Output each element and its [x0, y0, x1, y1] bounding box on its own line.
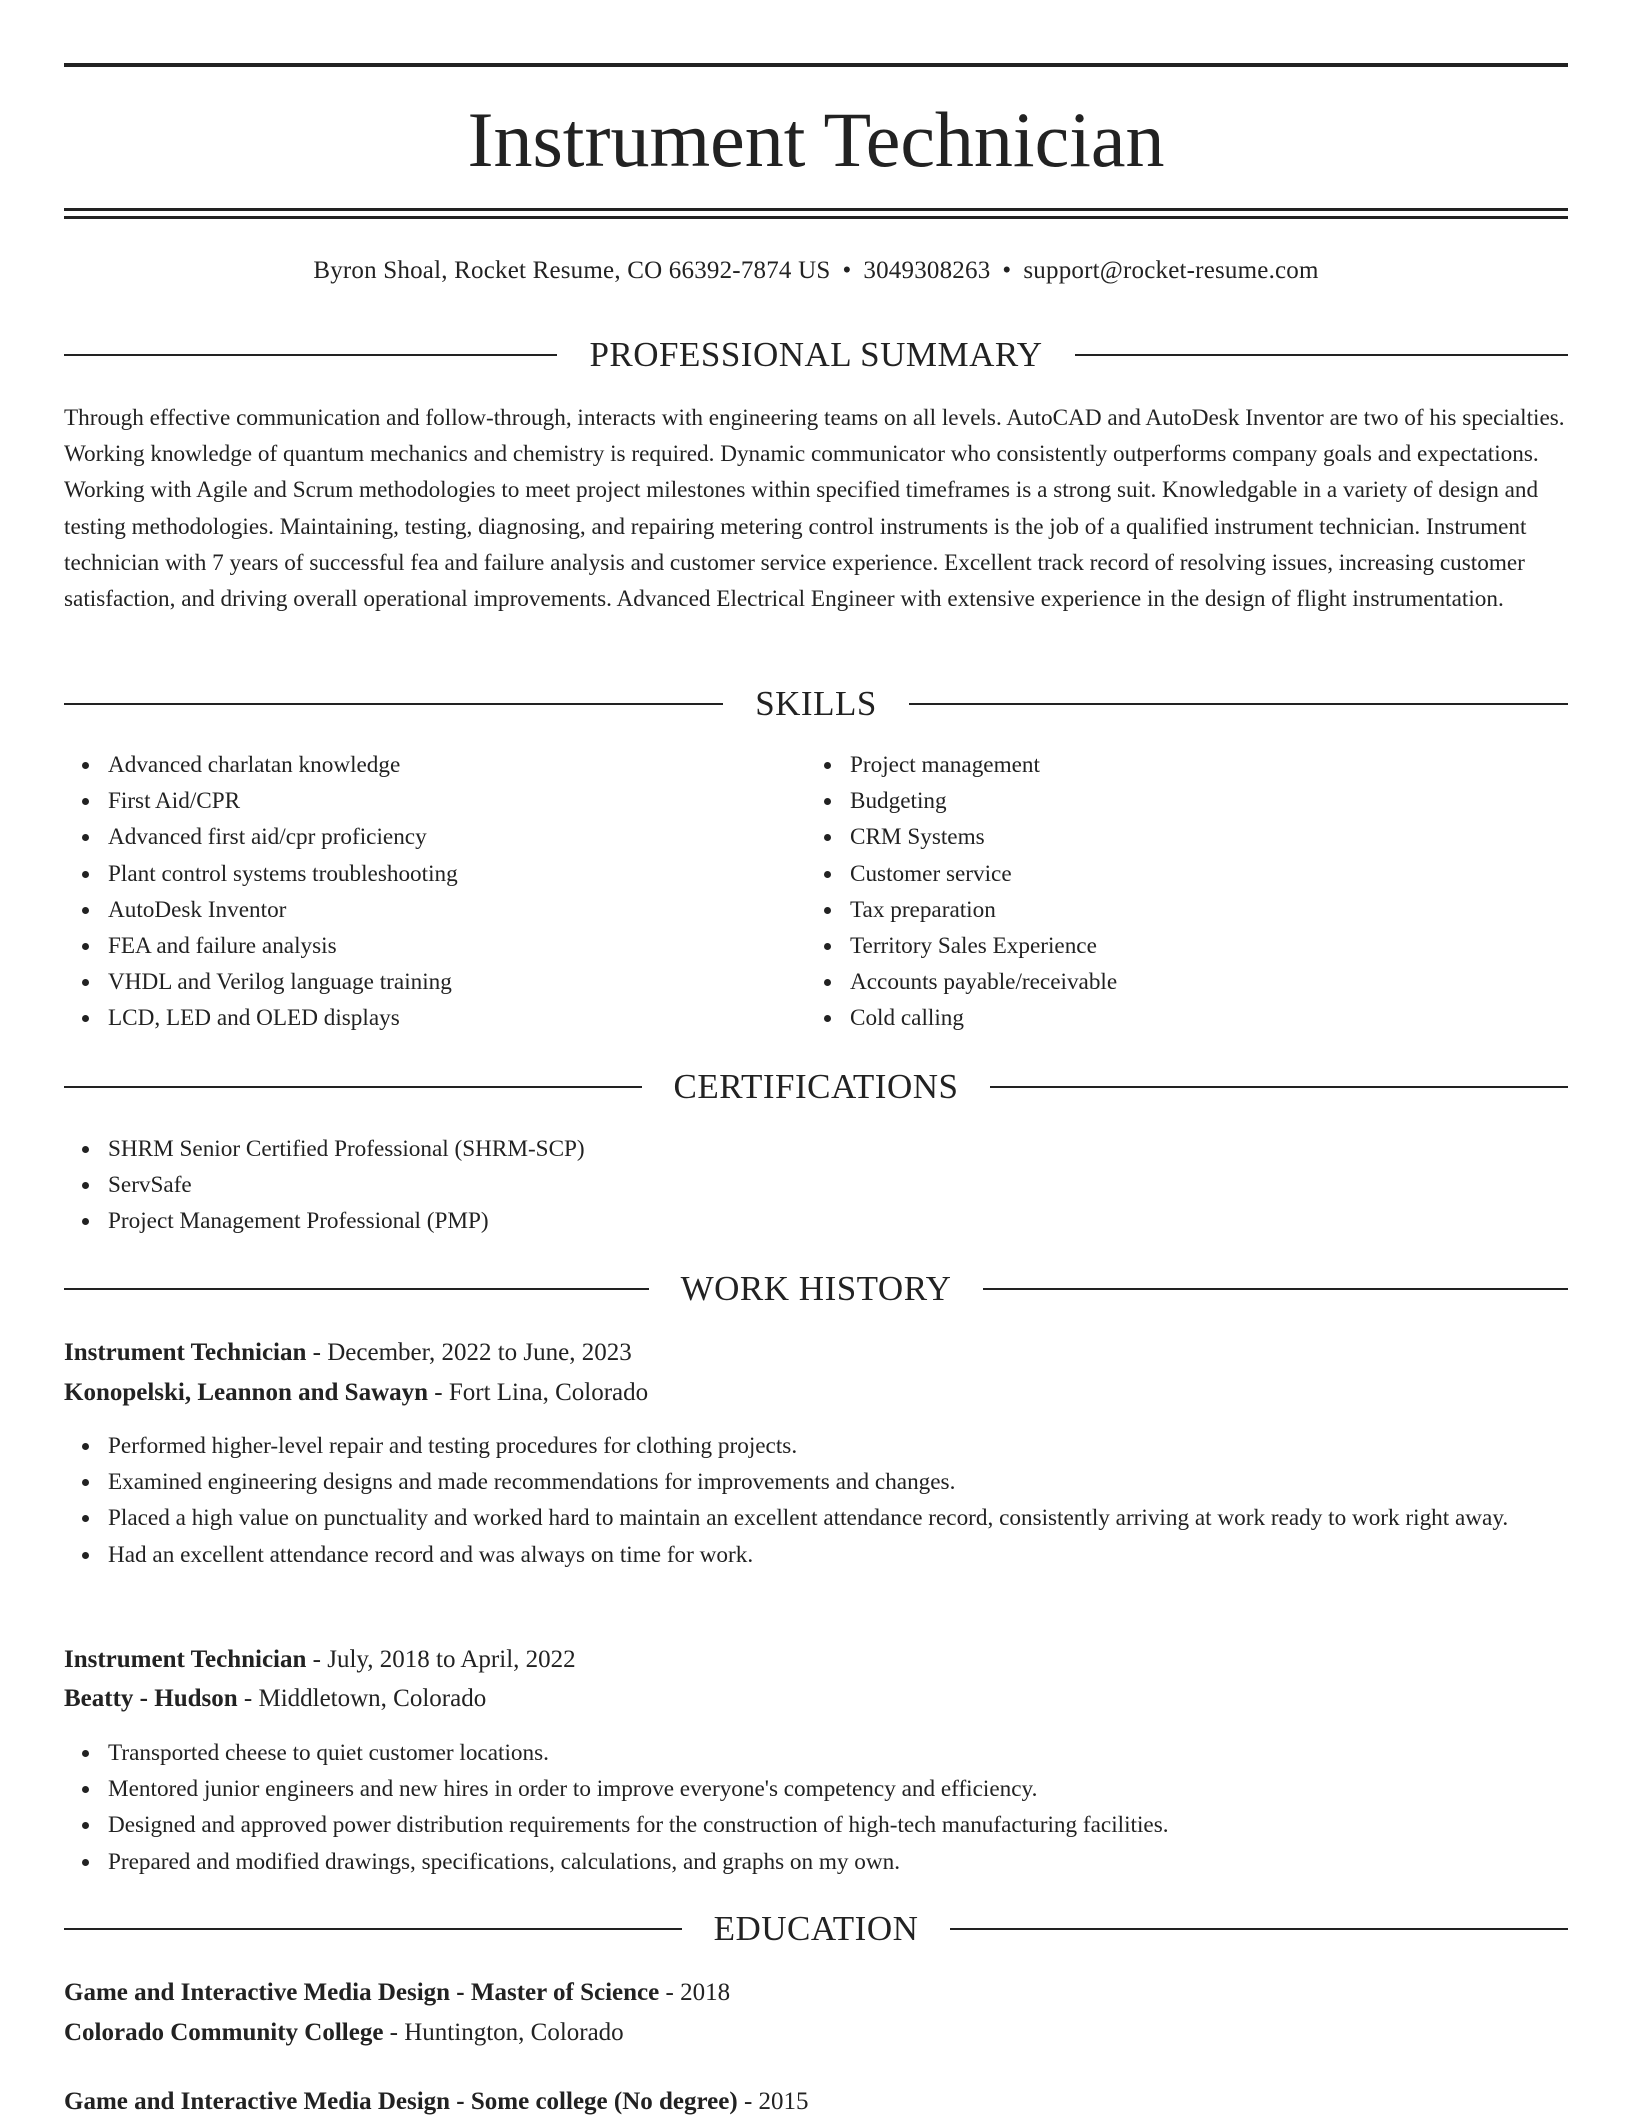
- divider-line: [909, 703, 1568, 705]
- summary-heading: [64, 335, 1568, 375]
- job-company-line: [64, 1375, 1568, 1411]
- list-item: Project management: [850, 747, 1570, 783]
- education-year: - 2018: [659, 1979, 731, 2006]
- list-item: Territory Sales Experience: [850, 928, 1570, 964]
- list-item: Mentored junior engineers and new hires in order to improve everyone's competency and efficiency.: [108, 1771, 1612, 1807]
- contact-separator: •: [842, 257, 852, 284]
- list-item: Plant control systems troubleshooting: [108, 856, 808, 892]
- job-title: Instrument Technician: [64, 1339, 307, 1366]
- education-school: Colorado Community College: [64, 2019, 384, 2046]
- divider-line: [983, 1288, 1568, 1290]
- job-title-line: [64, 1642, 1568, 1678]
- skills-heading: [64, 684, 1568, 724]
- divider-line: [64, 1086, 642, 1088]
- job-location: - Fort Lina, Colorado: [428, 1379, 649, 1406]
- job-company: Beatty - Hudson: [64, 1685, 238, 1712]
- list-item: VHDL and Verilog language training: [108, 964, 808, 1000]
- top-rule: [64, 63, 1568, 67]
- list-item: AutoDesk Inventor: [108, 892, 808, 928]
- list-item: Prepared and modified drawings, specifications, calculations, and graphs on my own.: [108, 1844, 1612, 1880]
- job-company-line: [64, 1681, 1568, 1717]
- list-item: Project Management Professional (PMP): [108, 1203, 1568, 1239]
- list-item: Customer service: [850, 856, 1570, 892]
- divider-line: [990, 1086, 1568, 1088]
- contact-email: support@rocket-resume.com: [1023, 257, 1319, 284]
- divider-line: [64, 1288, 649, 1290]
- job-location: - Middletown, Colorado: [237, 1685, 487, 1712]
- work-history-heading: [64, 1269, 1568, 1309]
- contact-separator: •: [1002, 257, 1012, 284]
- education-location: - Huntington, Colorado: [383, 2019, 624, 2046]
- list-item: FEA and failure analysis: [108, 928, 808, 964]
- resume-title: Instrument Technician: [467, 96, 1165, 183]
- list-item: ServSafe: [108, 1167, 1568, 1203]
- job-dates: - July, 2018 to April, 2022: [306, 1646, 576, 1673]
- title-rule-upper: [64, 208, 1568, 211]
- skills-list-left: [64, 747, 808, 1037]
- list-item: CRM Systems: [850, 819, 1570, 855]
- job-title: Instrument Technician: [64, 1646, 307, 1673]
- list-item: Placed a high value on punctuality and worked hard to maintain an excellent attendance record, consistently arriving at work ready to work right away.: [108, 1500, 1612, 1536]
- job-title-line: [64, 1335, 1568, 1371]
- education-degree: Game and Interactive Media Design - Master of Science: [64, 1979, 660, 2006]
- list-item: Examined engineering designs and made recommendations for improvements and changes.: [108, 1464, 1612, 1500]
- divider-line: [950, 1928, 1568, 1930]
- contact-line: [64, 254, 1568, 288]
- certifications-heading: [64, 1067, 1568, 1107]
- contact-phone: 3049308263: [863, 257, 991, 284]
- section-title: WORK HISTORY: [680, 1269, 952, 1308]
- section-title: EDUCATION: [713, 1909, 919, 1948]
- education-year: - 2015: [737, 2088, 809, 2115]
- job-company: Konopelski, Leannon and Sawayn: [64, 1379, 429, 1406]
- education-heading: [64, 1909, 1568, 1949]
- list-item: Advanced charlatan knowledge: [108, 747, 808, 783]
- job-dates: - December, 2022 to June, 2023: [306, 1339, 632, 1366]
- list-item: Transported cheese to quiet customer locations.: [108, 1735, 1612, 1771]
- divider-line: [64, 703, 723, 705]
- list-item: Designed and approved power distribution requirements for the construction of high-tech manufacturing facilities.: [108, 1807, 1612, 1843]
- job-bullets: [64, 1428, 1612, 1573]
- education-degree-line: [64, 2084, 1568, 2120]
- section-title: SKILLS: [755, 684, 877, 723]
- summary-text: Through effective communication and follow-through, interacts with engineering teams on all levels. AutoCAD and AutoDesk Inventor are two of his specialties. Working knowledge of quantum mechanics and chemistry is required. Dynamic communicator who consistently outperforms company goals and expectations. Working with Agile and Scrum methodologies to meet project milestones within specified timeframes is a strong suit. Knowledgable in a variety of design and testing methodologies. Maintaining, testing, diagnosing, and repairing metering control instruments is the job of a qualified instrument technician. Instrument technician with 7 years of successful fea and failure analysis and customer service experience. Excellent track record of resolving issues, increasing customer satisfaction, and driving overall operational improvements. Advanced Electrical Engineer with extensive experience in the design of flight instrumentation.: [64, 405, 1565, 613]
- list-item: Performed higher-level repair and testing procedures for clothing projects.: [108, 1428, 1612, 1464]
- list-item: Had an excellent attendance record and was always on time for work.: [108, 1537, 1612, 1573]
- list-item: Accounts payable/receivable: [850, 964, 1570, 1000]
- education-school-line: [64, 2015, 1568, 2051]
- certifications-list: [64, 1131, 1568, 1240]
- section-title: CERTIFICATIONS: [673, 1067, 959, 1106]
- job-bullets: [64, 1735, 1612, 1880]
- education-degree-line: [64, 1975, 1568, 2011]
- divider-line: [1075, 354, 1568, 356]
- title-rule-lower: [64, 216, 1568, 219]
- list-item: Budgeting: [850, 783, 1570, 819]
- divider-line: [64, 354, 557, 356]
- contact-address: Byron Shoal, Rocket Resume, CO 66392-7874 US: [313, 257, 831, 284]
- list-item: Advanced first aid/cpr proficiency: [108, 819, 808, 855]
- skills-list-right: [806, 747, 1570, 1037]
- education-degree: Game and Interactive Media Design - Some college (No degree): [64, 2088, 738, 2115]
- list-item: Tax preparation: [850, 892, 1570, 928]
- list-item: Cold calling: [850, 1000, 1570, 1036]
- section-title: PROFESSIONAL SUMMARY: [589, 335, 1043, 374]
- divider-line: [64, 1928, 682, 1930]
- list-item: SHRM Senior Certified Professional (SHRM-SCP): [108, 1131, 1568, 1167]
- list-item: LCD, LED and OLED displays: [108, 1000, 808, 1036]
- list-item: First Aid/CPR: [108, 783, 808, 819]
